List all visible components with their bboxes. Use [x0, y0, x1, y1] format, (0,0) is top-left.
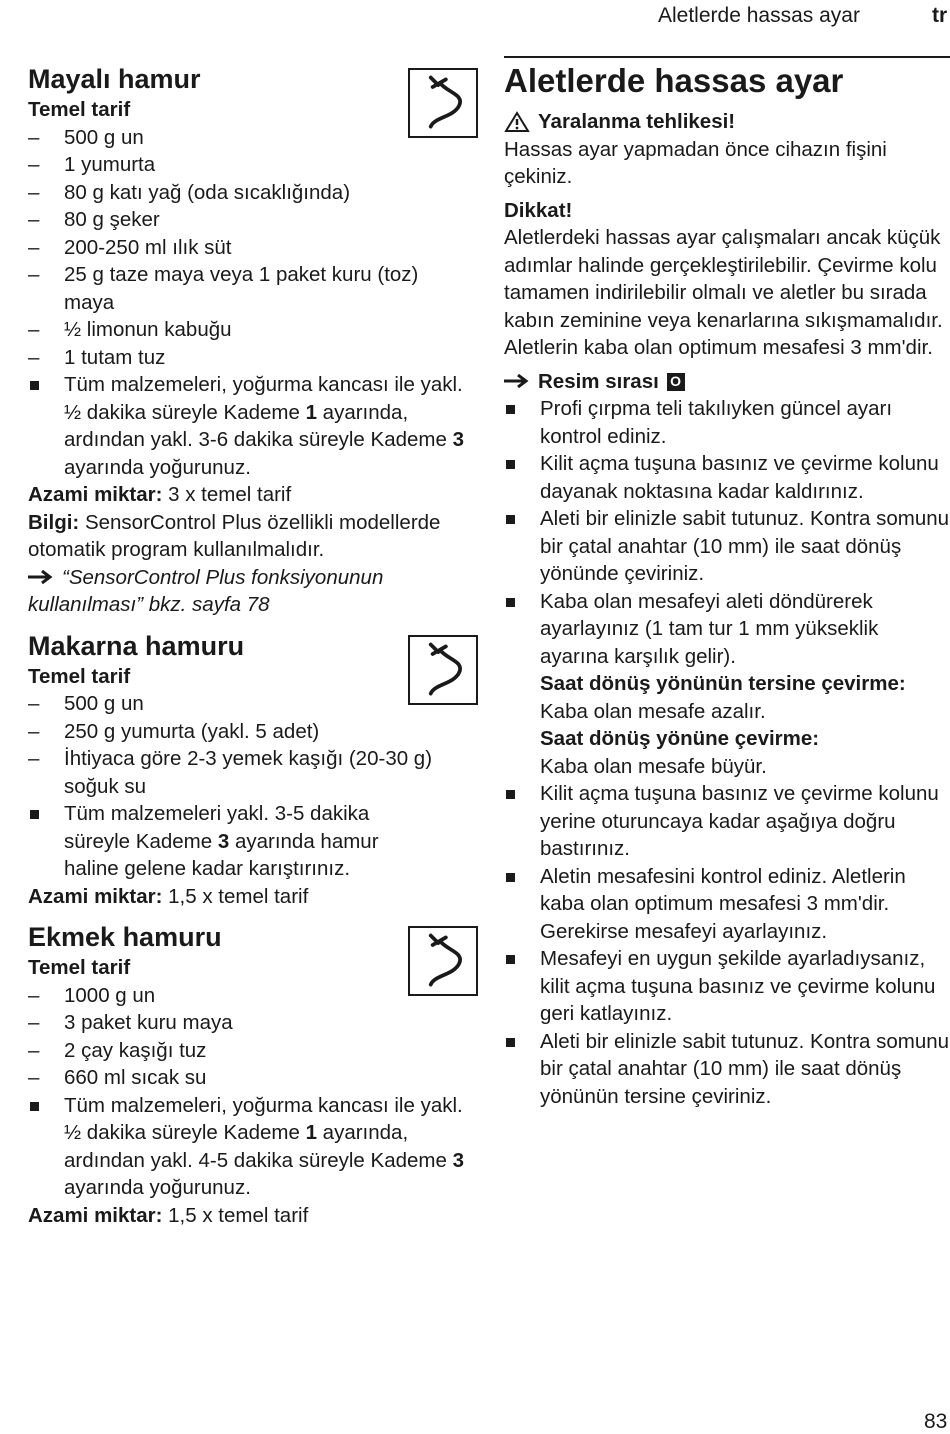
ccw-label: Saat dönüş yönünün tersine çevirme:	[540, 672, 906, 695]
warning-heading: Yaralanma tehlikesi!	[504, 108, 950, 136]
list-item: – 1000 g un	[28, 983, 156, 1007]
list-item: – 80 g katı yağ (oda sıcaklığında)	[28, 180, 351, 204]
instruction-step: Aleti bir elinizle sabit tutunuz. Kontra somunu bir çatal anahtar (10 mm) ile saat dönüş yönünün tersine çeviriniz.	[504, 1028, 950, 1111]
section-subtitle: Temel tarif	[28, 664, 131, 688]
dough-hook-icon	[408, 68, 478, 138]
page-number: 83	[924, 1410, 948, 1433]
section-makarna-hamuru	[28, 629, 478, 911]
section-subtitle: Temel tarif	[28, 956, 131, 979]
info-note: Bilgi: SensorControl Plus özellikli modellerde otomatik program kullanılmalıdır.	[28, 510, 441, 561]
instruction-step: Kilit açma tuşuna basınız ve çevirme kolunu yerine oturuncaya kadar aşağıya doğru bastırınız.	[504, 780, 950, 863]
max-amount: Azami miktar: 1,5 x temel tarif	[28, 884, 309, 908]
dough-hook-icon	[408, 635, 478, 705]
instruction-step: Aletin mesafesini kontrol ediniz. Aletlerin kaba olan optimum mesafesi 3 mm'dir. Gerekirse mesafeyi ayarlayınız.	[504, 863, 950, 946]
page-reference: “SensorControl Plus fonksiyonunun kullanılması” bkz. sayfa 78	[28, 565, 384, 616]
cw-label: Saat dönüş yönüne çevirme:	[540, 727, 820, 750]
language-code: tr	[932, 4, 948, 27]
section-mayali-hamur	[28, 62, 478, 619]
list-item: – 2 çay kaşığı tuz	[28, 1038, 207, 1062]
right-column	[504, 60, 950, 1110]
instruction-step: Profi çırpma teli takılıyken güncel ayarı kontrol ediniz.	[504, 395, 950, 450]
running-header-title: Aletlerde hassas ayar	[658, 4, 860, 27]
list-item: – 500 g un	[28, 125, 144, 149]
dough-hook-icon	[408, 926, 478, 996]
list-item: – ½ limonun kabuğu	[28, 318, 232, 341]
list-item: – İhtiyaca göre 2-3 yemek kaşığı (20-30 g) soğuk su	[28, 747, 433, 798]
caution-heading: Dikkat!	[504, 198, 573, 222]
figure-reference: Resim sırası O	[504, 368, 950, 396]
ingredient-list	[28, 690, 478, 800]
section-subtitle: Temel tarif	[28, 98, 131, 121]
list-item: – 660 ml sıcak su	[28, 1066, 207, 1089]
max-amount: Azami miktar: 1,5 x temel tarif	[28, 1203, 309, 1227]
list-item: – 200-250 ml ılık süt	[28, 235, 232, 259]
figure-letter-badge: O	[667, 373, 685, 391]
arrow-right-icon	[28, 570, 58, 584]
warning-triangle-icon	[504, 111, 530, 133]
ingredient-list	[28, 124, 478, 372]
section-title: Mayalı hamur	[28, 64, 201, 94]
section-title: Ekmek hamuru	[28, 922, 222, 952]
instruction-step: Mesafeyi en uygun şekilde ayarladıysanız, kilit açma tuşuna basınız ve çevirme kolunu geri katlayınız.	[504, 945, 950, 1028]
caution-text: Aletlerdeki hassas ayar çalışmaları ancak küçük adımlar halinde gerçekleştirilebilir. Çevirme kolu tamamen indirilebilir olmalı ve aletler bu sırada kabın zeminine veya kenarlarına sıkışmamalıdır. Aletlerin kaba olan optimum mesafesi 3 mm'dir.	[504, 226, 943, 359]
list-item: – 500 g un	[28, 692, 144, 715]
arrow-right-icon	[504, 374, 534, 388]
ingredient-list	[28, 982, 478, 1092]
list-item: – 3 paket kuru maya	[28, 1011, 233, 1034]
list-item: – 25 g taze maya veya 1 paket kuru (toz) maya	[28, 263, 419, 314]
instruction-step: Kilit açma tuşuna basınız ve çevirme kolunu dayanak noktasına kadar kaldırınız.	[504, 450, 950, 505]
list-item: – 1 tutam tuz	[28, 345, 166, 369]
instruction-step: Tüm malzemeleri yakl. 3-5 dakika süreyle Kademe 3 ayarında hamur haline gelene kadar karıştırınız.	[28, 800, 478, 883]
list-item: – 80 g şeker	[28, 208, 160, 231]
ccw-text: Kaba olan mesafe azalır.	[540, 699, 766, 723]
page-title: Aletlerde hassas ayar	[504, 62, 844, 99]
instruction-step: Tüm malzemeleri, yoğurma kancası ile yakl. ½ dakika süreyle Kademe 1 ayarında, ardından yakl. 4-5 dakika süreyle Kademe 3 ayarında yoğurunuz.	[28, 1092, 478, 1202]
section-title: Makarna hamuru	[28, 630, 245, 661]
section-ekmek-hamuru	[28, 920, 478, 1229]
left-column	[28, 62, 478, 1239]
adjustment-steps	[504, 395, 950, 1110]
list-item: – 1 yumurta	[28, 153, 156, 176]
instruction-step: Kaba olan mesafeyi aleti döndürerek ayarlayınız (1 tam tur 1 mm yükseklik ayarına karşılık gelir). Saat dönüş yönünün tersine çevirme: Kaba olan mesafe azalır. Saat dönüş yönüne çevirme: Kaba olan mesafe büyür.	[504, 588, 950, 781]
warning-text: Hassas ayar yapmadan önce cihazın fişini çekiniz.	[504, 137, 887, 188]
instruction-step: Aleti bir elinizle sabit tutunuz. Kontra somunu bir çatal anahtar (10 mm) ile saat dönüş yönünde çeviriniz.	[504, 505, 950, 588]
instruction-step: Tüm malzemeleri, yoğurma kancası ile yakl. ½ dakika süreyle Kademe 1 ayarında, ardından yakl. 3-6 dakika süreyle Kademe 3 ayarında yoğurunuz.	[28, 371, 478, 481]
cw-text: Kaba olan mesafe büyür.	[540, 754, 767, 778]
max-amount: Azami miktar: 3 x temel tarif	[28, 483, 292, 506]
header-rule	[504, 56, 950, 58]
list-item: – 250 g yumurta (yakl. 5 adet)	[28, 719, 320, 743]
